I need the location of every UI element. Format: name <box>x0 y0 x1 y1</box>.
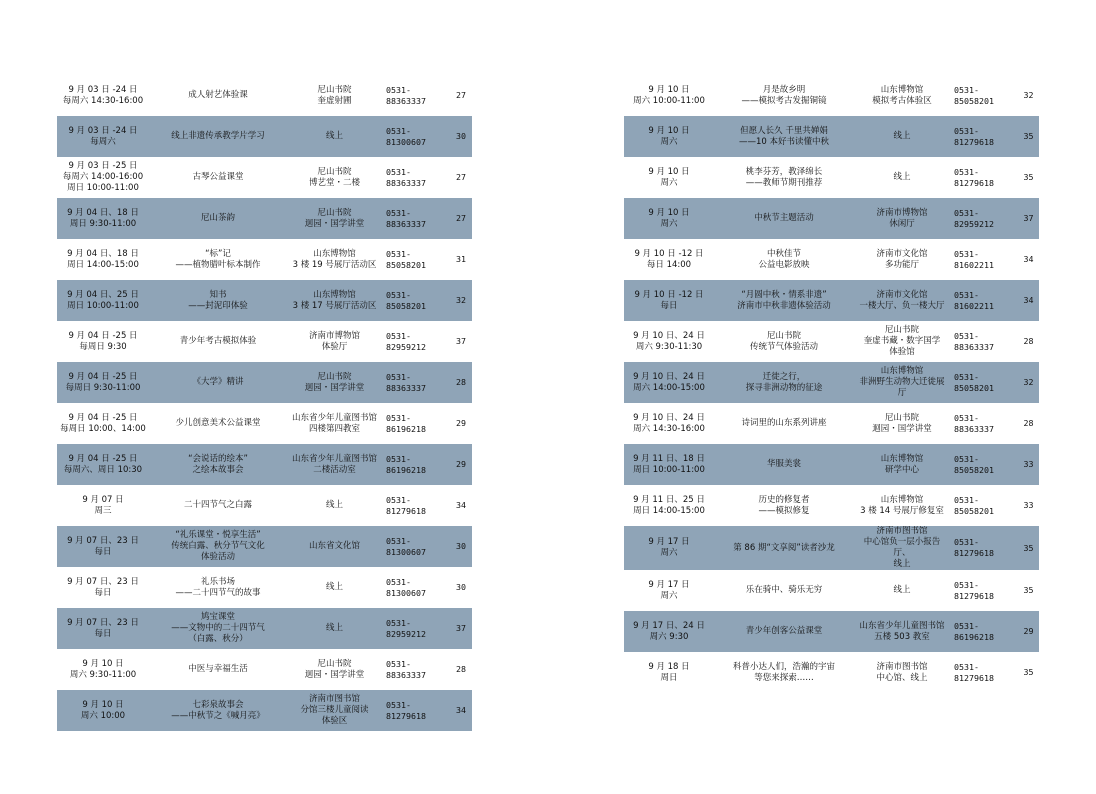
event-row <box>57 485 472 526</box>
event-time: 9 月 04 日 -25 日 每周六、周日 10:30 <box>57 444 149 485</box>
event-time: 9 月 10 日、24 日 周六 14:00-15:00 <box>624 362 714 403</box>
event-row <box>624 403 1039 444</box>
event-page: 34 <box>1018 280 1039 321</box>
event-time: 9 月 10 日 -12 日 每日 <box>624 280 714 321</box>
event-page: 28 <box>450 362 472 403</box>
event-phone: 0531-88363337 <box>954 412 994 434</box>
event-page: 32 <box>450 280 472 321</box>
event-venue: 山东博物馆 3 楼 17 号展厅活动区 <box>287 280 382 321</box>
event-venue: 线上 <box>893 585 911 595</box>
event-phone: 0531-81279618 <box>386 494 426 516</box>
event-page: 32 <box>1023 90 1034 100</box>
event-page: 35 <box>1023 585 1034 595</box>
event-page: 29 <box>450 444 472 485</box>
event-title: 七彩泉故事会 ——中秋节之《喊月亮》 <box>149 690 287 731</box>
event-row <box>57 362 472 403</box>
event-venue: 山东博物馆 3 楼 14 号展厅修复室 <box>860 494 944 516</box>
event-page: 28 <box>1023 336 1034 346</box>
event-venue: 线上 <box>287 608 382 649</box>
event-page: 37 <box>456 336 466 346</box>
event-title: 古琴公益课堂 <box>192 172 244 182</box>
event-time: 9 月 04 日 -25 日 每周日 9:30 <box>68 330 138 352</box>
event-row <box>57 649 472 690</box>
event-page: 34 <box>1023 254 1034 264</box>
event-page: 35 <box>1018 526 1039 570</box>
event-title: 乐在骑中、骑乐无穷 <box>745 585 823 595</box>
event-page: 35 <box>1018 116 1039 157</box>
event-time: 9 月 17 日 周六 <box>648 579 690 601</box>
event-row <box>57 116 472 157</box>
event-title: 华服美裳 <box>714 444 854 485</box>
event-venue: 济南市图书馆 中心馆、线上 <box>876 661 928 683</box>
event-row <box>624 570 1039 611</box>
event-title: 二十四节气之白露 <box>183 500 252 510</box>
event-phone: 0531-81300607 <box>386 576 426 598</box>
event-phone: 0531-86196218 <box>382 444 450 485</box>
event-title: 尼山书院 传统节气体验活动 <box>749 330 818 352</box>
event-title: 中秋节主题活动 <box>714 198 854 239</box>
event-venue: 线上 <box>325 500 343 510</box>
event-phone: 0531-85058201 <box>386 248 426 270</box>
event-row <box>57 403 472 444</box>
event-row <box>57 567 472 608</box>
event-phone: 0531-85058201 <box>950 362 1018 403</box>
event-phone: 0531-88363337 <box>386 166 426 188</box>
event-title: 第 86 期“文享阅”读者沙龙 <box>714 526 854 570</box>
event-page: 27 <box>456 172 466 182</box>
event-phone: 0531-88363337 <box>386 658 426 680</box>
event-phone: 0531-86196218 <box>950 611 1018 652</box>
event-phone: 0531-88363337 <box>386 84 426 106</box>
event-phone: 0531-85058201 <box>954 84 994 106</box>
event-time: 9 月 10 日 周六 10:00-11:00 <box>633 84 705 106</box>
event-phone: 0531-81279618 <box>954 166 994 188</box>
event-venue: 济南市文化馆 多功能厅 <box>876 248 928 270</box>
event-time: 9 月 10 日、24 日 周六 9:30-11:30 <box>633 330 705 352</box>
event-row <box>57 157 472 198</box>
event-phone: 0531-82959212 <box>950 198 1018 239</box>
event-phone: 0531-81602211 <box>950 280 1018 321</box>
event-venue: 济南市文化馆 一楼大厅、负一楼大厅 <box>854 280 950 321</box>
event-phone: 0531-81279618 <box>382 690 450 731</box>
event-row <box>624 611 1039 652</box>
event-title: 青少年创客公益课堂 <box>714 611 854 652</box>
event-venue: 尼山书院 迴园・国学讲堂 <box>287 198 382 239</box>
event-page: 28 <box>1023 418 1034 428</box>
event-phone: 0531-82959212 <box>382 608 450 649</box>
event-page: 35 <box>1023 172 1034 182</box>
event-title: 青少年考古模拟体验 <box>179 336 257 346</box>
event-time: 9 月 04 日、25 日 周日 10:00-11:00 <box>57 280 149 321</box>
event-venue: 济南市图书馆 分馆三楼儿童阅读 体验区 <box>287 690 382 731</box>
event-venue: 尼山书院 博艺堂・二楼 <box>308 166 360 188</box>
event-page: 31 <box>456 254 466 264</box>
event-row <box>57 321 472 362</box>
event-title: 桃李芬芳，教泽绵长 ——教师节期刊推荐 <box>745 166 823 188</box>
event-page: 34 <box>456 500 466 510</box>
event-row <box>57 690 472 731</box>
event-page: 33 <box>1023 500 1034 510</box>
event-venue: 线上 <box>287 116 382 157</box>
event-title: 但愿人长久 千里共婵娟 ——10 本好书读懂中秋 <box>714 116 854 157</box>
event-title: 历史的修复者 ——模拟修复 <box>758 494 810 516</box>
event-time: 9 月 17 日 周六 <box>624 526 714 570</box>
event-time: 9 月 10 日 周六 10:00 <box>57 690 149 731</box>
event-phone: 0531-81279618 <box>954 661 994 683</box>
event-time: 9 月 10 日 -12 日 每日 14:00 <box>634 248 704 270</box>
event-time: 9 月 11 日、18 日 周日 10:00-11:00 <box>624 444 714 485</box>
event-row <box>57 608 472 649</box>
event-venue: 山东省少年儿童图书馆 四楼第四教室 <box>291 412 377 434</box>
event-title: 月是故乡明 ——模拟考古发掘铜镜 <box>741 84 827 106</box>
event-row <box>624 526 1039 570</box>
event-venue: 尼山书院 奎虚书藏・数字国学 体验馆 <box>863 325 941 357</box>
event-phone: 0531-81279618 <box>950 116 1018 157</box>
event-page: 28 <box>456 664 466 674</box>
event-phone: 0531-88363337 <box>954 330 994 352</box>
event-time: 9 月 04 日、18 日 周日 9:30-11:00 <box>57 198 149 239</box>
event-time: 9 月 11 日、25 日 周日 14:00-15:00 <box>633 494 705 516</box>
event-venue: 山东博物馆 研学中心 <box>854 444 950 485</box>
event-time: 9 月 17 日、24 日 周六 9:30 <box>624 611 714 652</box>
event-time: 9 月 03 日 -24 日 每周六 14:30-16:00 <box>62 84 144 106</box>
event-time: 9 月 07 日、23 日 每日 <box>57 526 149 567</box>
event-title: 知书 ——封泥印体验 <box>149 280 287 321</box>
event-page: 27 <box>456 90 466 100</box>
event-row <box>57 198 472 239</box>
event-phone: 0531-88363337 <box>382 198 450 239</box>
event-time: 9 月 03 日 -25 日 每周六 14:00-16:00 周日 10:00-11:00 <box>62 161 144 193</box>
event-title: 鸠宝课堂 ——文物中的二十四节气 （白露、秋分） <box>149 608 287 649</box>
event-row <box>57 444 472 485</box>
event-venue: 线上 <box>854 116 950 157</box>
event-venue: 尼山书院 迴园・国学讲堂 <box>287 362 382 403</box>
event-row <box>57 239 472 280</box>
event-row <box>624 321 1039 362</box>
event-title: 成人射艺体验课 <box>188 90 248 100</box>
event-row <box>624 239 1039 280</box>
event-row <box>57 75 472 116</box>
event-time: 9 月 07 日 周三 <box>82 494 124 516</box>
event-venue: 济南市图书馆 中心馆负一层小报告厅、 线上 <box>854 526 950 570</box>
event-title: 尼山茶韵 <box>149 198 287 239</box>
event-title: “礼乐课堂・悦享生活” 传统白露、秋分节气文化 体验活动 <box>149 526 287 567</box>
event-row <box>624 116 1039 157</box>
event-title: 中秋佳节 公益电影放映 <box>758 248 810 270</box>
event-title: “会说话的绘本” 之绘本故事会 <box>149 444 287 485</box>
event-venue: 山东省少年儿童图书馆 五楼 503 教室 <box>854 611 950 652</box>
event-page: 32 <box>1018 362 1039 403</box>
event-row <box>624 485 1039 526</box>
event-page: 29 <box>1018 611 1039 652</box>
event-row <box>624 157 1039 198</box>
event-time: 9 月 10 日 周六 <box>624 198 714 239</box>
event-time: 9 月 10 日 周六 <box>624 116 714 157</box>
event-row <box>57 526 472 567</box>
event-phone: 0531-81279618 <box>950 526 1018 570</box>
event-phone: 0531-81300607 <box>382 526 450 567</box>
event-venue: 线上 <box>893 172 911 182</box>
event-time: 9 月 04 日 -25 日 每周日 10:00、14:00 <box>60 412 146 434</box>
event-row <box>624 198 1039 239</box>
event-row <box>57 280 472 321</box>
event-venue: 尼山书院 奎虚射圃 <box>317 84 352 106</box>
event-venue: 山东博物馆 非洲野生动物大迁徙展厅 <box>854 362 950 403</box>
event-venue: 尼山书院 迴园・国学讲堂 <box>872 412 932 434</box>
event-row <box>624 75 1039 116</box>
event-page: 29 <box>456 418 466 428</box>
event-title: 科普小达人们，浩瀚的宇宙 等您来探索…… <box>732 661 835 683</box>
event-title: 《大学》精讲 <box>149 362 287 403</box>
event-title: 少儿创意美术公益课堂 <box>175 418 261 428</box>
event-page: 33 <box>1018 444 1039 485</box>
event-venue: 线上 <box>325 582 343 592</box>
event-title: “标”记 ——植物腊叶标本制作 <box>175 248 261 270</box>
event-page: 30 <box>456 582 466 592</box>
event-venue: 山东博物馆 模拟考古体验区 <box>872 84 932 106</box>
event-page: 30 <box>450 116 472 157</box>
event-row <box>624 362 1039 403</box>
event-phone: 0531-82959212 <box>386 330 426 352</box>
event-page: 37 <box>450 608 472 649</box>
event-page: 30 <box>450 526 472 567</box>
event-row <box>624 652 1039 693</box>
event-venue: 山东省少年儿童图书馆 二楼活动室 <box>287 444 382 485</box>
event-title: 中医与幸福生活 <box>188 664 248 674</box>
event-time: 9 月 10 日 周六 <box>648 166 690 188</box>
event-time: 9 月 07 日、23 日 每日 <box>57 608 149 649</box>
event-title: 线上非遗传承教学片学习 <box>149 116 287 157</box>
event-time: 9 月 07 日、23 日 每日 <box>67 576 139 598</box>
event-phone: 0531-81300607 <box>382 116 450 157</box>
event-row <box>624 444 1039 485</box>
event-venue: 济南市博物馆 体验厅 <box>308 330 360 352</box>
event-title: “月圆中秋・情系非遗” 济南市中秋非遗体验活动 <box>714 280 854 321</box>
event-page: 34 <box>450 690 472 731</box>
left-event-table <box>57 75 472 731</box>
event-phone: 0531-85058201 <box>950 444 1018 485</box>
event-page: 27 <box>450 198 472 239</box>
event-phone: 0531-85058201 <box>954 494 994 516</box>
event-venue: 济南市博物馆 休闲厅 <box>854 198 950 239</box>
event-page: 35 <box>1023 667 1034 677</box>
event-time: 9 月 04 日、18 日 周日 14:00-15:00 <box>67 248 139 270</box>
event-phone: 0531-81279618 <box>954 579 994 601</box>
event-phone: 0531-88363337 <box>382 362 450 403</box>
event-venue: 尼山书院 迴园・国学讲堂 <box>304 658 365 680</box>
event-phone: 0531-85058201 <box>382 280 450 321</box>
event-time: 9 月 10 日、24 日 周六 14:30-16:00 <box>633 412 705 434</box>
event-phone: 0531-81602211 <box>954 248 994 270</box>
event-time: 9 月 03 日 -24 日 每周六 <box>57 116 149 157</box>
event-time: 9 月 18 日 周日 <box>648 661 690 683</box>
event-time: 9 月 04 日 -25 日 每周日 9:30-11:00 <box>57 362 149 403</box>
event-phone: 0531-86196218 <box>386 412 426 434</box>
event-venue: 山东省文化馆 <box>287 526 382 567</box>
event-page: 37 <box>1018 198 1039 239</box>
event-row <box>624 280 1039 321</box>
event-time: 9 月 10 日 周六 9:30-11:00 <box>69 658 137 680</box>
event-title: 礼乐书场 ——二十四节气的故事 <box>175 576 261 598</box>
event-venue: 山东博物馆 3 楼 19 号展厅活动区 <box>292 248 377 270</box>
event-title: 诗词里的山东系列讲座 <box>741 418 827 428</box>
event-title: 迁徙之行， 探寻非洲动物的征途 <box>714 362 854 403</box>
right-event-table <box>624 75 1039 693</box>
